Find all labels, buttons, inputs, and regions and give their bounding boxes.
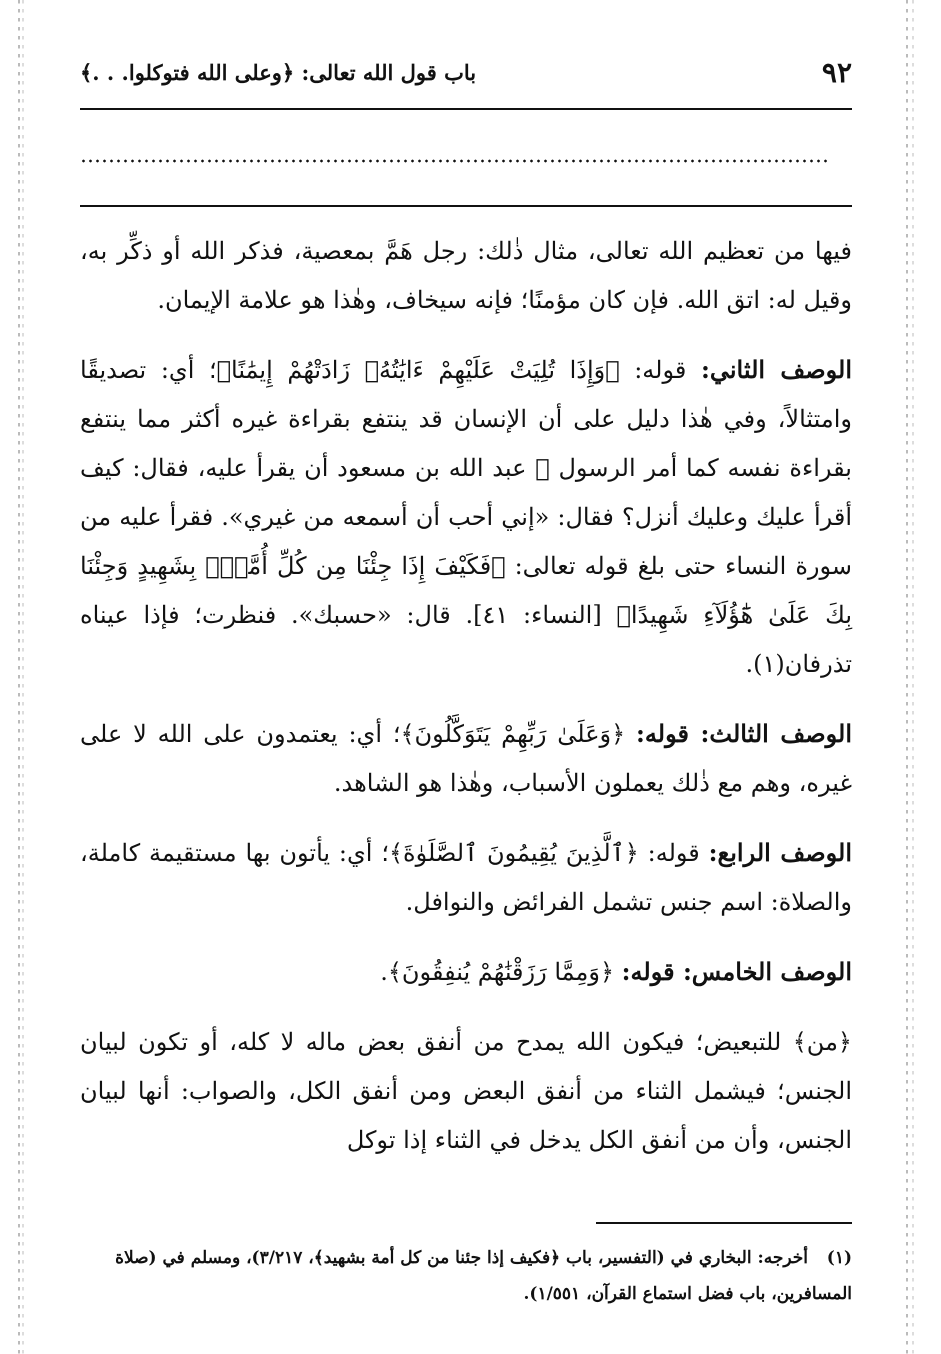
footnote-text: أخرجه: البخاري في (التفسير، باب ﴿فكيف إذا جئنا من كل أمة بشهيد﴾، ٣/٢١٧)، ومسلم في (صلاة المسافرين، باب فضل استماع القرآن، ١/٥٥١). — [115, 1248, 852, 1304]
paragraph-5 — [80, 947, 852, 997]
book-page — [80, 0, 852, 1354]
right-edge-dots-2 — [912, 0, 914, 1354]
paragraph-text: قوله: ﴿ٱلَّذِينَ يُقِيمُونَ ٱلصَّلَوٰةَ﴾؛ أي: يأتون بها مستقيمة كاملة، والصلاة: اسم جنس تشمل الفرائض والنوافل. — [80, 839, 852, 916]
running-title: باب قول الله تعالى: ﴿وعلى الله فتوكلوا. . .﴾ — [80, 59, 477, 85]
paragraph-text: فيها من تعظيم الله تعالى، مثال ذٰلك: رجل هَمَّ بمعصية، فذكر الله أو ذكِّر به، وقيل له: اتق الله. فإن كان مؤمنًا؛ فإنه سيخاف، وهٰذا هو علامة الإيمان. — [80, 237, 852, 314]
left-edge-dots — [18, 0, 20, 1354]
footnote — [80, 1240, 852, 1312]
right-edge-dots — [906, 0, 908, 1354]
footnote-rule — [596, 1222, 852, 1224]
paragraph-text: ﴿وَعَلَىٰ رَبِّهِمْ يَتَوَكَّلُونَ﴾؛ أي: يعتمدون على الله لا على غيره، وهم مع ذٰلك يعملون الأسباب، وهٰذا هو الشاهد. — [80, 720, 852, 797]
paragraph-text: ﴿وَمِمَّا رَزَقْنَٰهُمْ يُنفِقُونَ﴾. — [380, 958, 622, 986]
body-text — [80, 226, 852, 1165]
paragraph-1 — [80, 226, 852, 325]
paragraph-2 — [80, 345, 852, 689]
left-edge-dots-2 — [22, 0, 24, 1354]
paragraph-lead: الوصف الثالث: قوله: — [636, 719, 852, 748]
paragraph-lead: الوصف الثاني: — [700, 355, 852, 384]
paragraph-3 — [80, 709, 852, 808]
page-number: ٩٢ — [821, 55, 852, 89]
paragraph-lead: الوصف الخامس: قوله: — [621, 957, 852, 986]
page-header — [80, 52, 852, 92]
paragraph-text: ﴿من﴾ للتبعيض؛ فيكون الله يمدح من أنفق بعض ماله لا كله، أو تكون لبيان الجنس؛ فيشمل الثناء من أنفق البعض ومن أنفق الكل، والصواب: أنها لبيان الجنس، وأن من أنفق الكل يدخل في الثناء إذا توكل — [80, 1028, 853, 1154]
paragraph-6 — [80, 1017, 852, 1165]
dotted-separator — [80, 159, 830, 163]
footnote-number: (١) — [826, 1248, 852, 1268]
paragraph-4 — [80, 828, 852, 927]
body-top-rule — [80, 205, 852, 207]
paragraph-lead: الوصف الرابع: — [708, 838, 852, 867]
header-rule — [80, 108, 852, 110]
paragraph-text: قوله: ﴿وَإِذَا تُلِيَتْ عَلَيْهِمْ ءَايَٰتُهُۥ زَادَتْهُمْ إِيمَٰنًا﴾؛ أي: تصديقًا وامتثالاً، وفي هٰذا دليل على أن الإنسان قد ينتفع بقراءة غيره أكثر مما ينتفع بقراءة نفسه كما أمر الرسول ﷺ عبد الله بن مسعود أن يقرأ عليه، فقال: كيف أقرأ عليك وعليك أنزل؟ فقال: «إني أحب أن أسمعه من غيري». فقرأ عليه من سورة النساء حتى بلغ قوله تعالى: ﴿فَكَيْفَ إِذَا جِئْنَا مِن كُلِّ أُمَّةٍۭ بِشَهِيدٍ وَجِئْنَا بِكَ عَلَىٰ هَٰٓؤُلَآءِ شَهِيدًا﴾ [النساء: ٤١]. قال: «حسبك». فنظرت؛ فإذا عيناه تذرفان(١). — [80, 356, 852, 678]
